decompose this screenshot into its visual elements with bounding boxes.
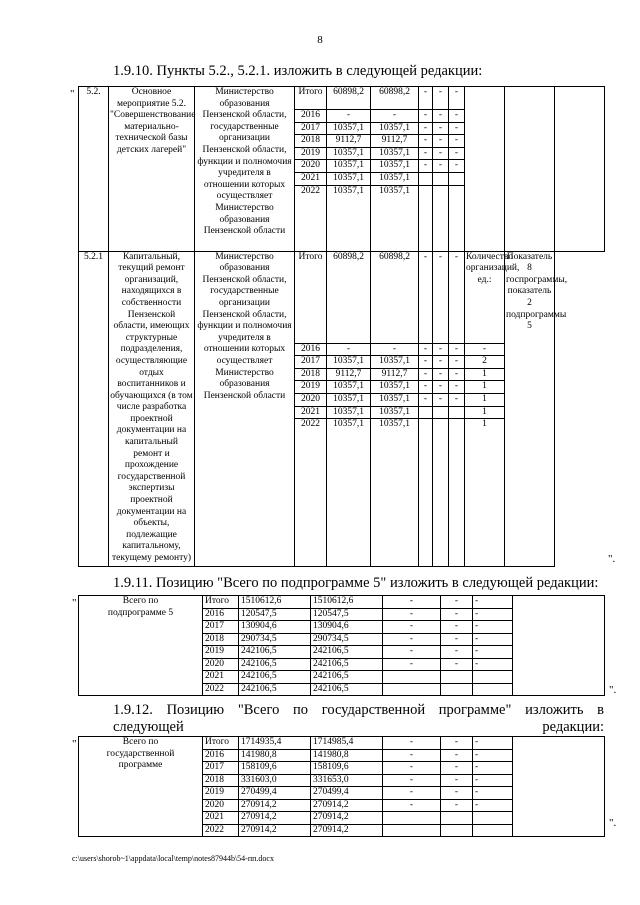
regional-budget-cell: 1714985,4: [311, 737, 383, 750]
total-cell: 10357,1: [327, 160, 371, 173]
other-sources-cell: -: [449, 343, 465, 356]
local-budget-cell: -: [433, 368, 449, 381]
other-sources-cell: -: [449, 160, 465, 173]
executor: Министерство образования Пензенской области, государственные организации Пензенской области, функции и полномочия учредителя в отношении которых осуществляет Министерство образования Пензенской области: [195, 251, 295, 567]
indicator-value-cell: 1: [465, 406, 505, 419]
section-3-heading-line: 1.9.12. Позицию "Всего по государственной программе" изложить в следующей редакции:: [113, 702, 604, 735]
year-cell: 2016: [203, 749, 239, 762]
total-cell: 10357,1: [327, 185, 371, 251]
indicator-name-cell: [465, 87, 505, 252]
total-cell: 120547,5: [239, 608, 311, 621]
federal-budget-cell: [383, 824, 441, 837]
indicator-value-cell: [505, 87, 555, 252]
regional-budget-cell: 60898,2: [371, 87, 419, 110]
federal-budget-cell: -: [419, 251, 433, 343]
total-cell: 270914,2: [239, 824, 311, 837]
federal-budget-cell: -: [383, 633, 441, 646]
regional-budget-cell: 242106,5: [311, 658, 383, 671]
federal-budget-cell: [419, 172, 433, 185]
local-budget-cell: -: [433, 135, 449, 148]
regional-budget-cell: 10357,1: [371, 160, 419, 173]
total-cell: 9112,7: [327, 368, 371, 381]
regional-budget-cell: 10357,1: [371, 381, 419, 394]
year-cell: 2017: [295, 356, 327, 369]
local-budget-cell: -: [433, 147, 449, 160]
federal-budget-cell: -: [383, 762, 441, 775]
total-cell: 130904,6: [239, 621, 311, 634]
year-cell: 2022: [295, 419, 327, 567]
regional-budget-cell: 242106,5: [311, 683, 383, 696]
total-cell: 242106,5: [239, 658, 311, 671]
regional-budget-cell: 10357,1: [371, 185, 419, 251]
year-cell: 2020: [203, 658, 239, 671]
year-cell: 2022: [295, 185, 327, 251]
local-budget-cell: [433, 185, 449, 251]
year-cell: 2017: [295, 122, 327, 135]
section-2-open-quote: ": [72, 597, 77, 609]
local-budget-cell: -: [433, 87, 449, 110]
other-sources-cell: [449, 406, 465, 419]
year-cell: 2016: [295, 343, 327, 356]
total-label: Всего по государственной программе: [79, 737, 203, 837]
year-cell: 2016: [203, 608, 239, 621]
federal-budget-cell: -: [419, 368, 433, 381]
year-cell: 2017: [203, 762, 239, 775]
year-cell: Итого: [203, 596, 239, 609]
federal-budget-cell: -: [419, 147, 433, 160]
other-sources-cell: [473, 812, 513, 825]
federal-budget-cell: -: [419, 87, 433, 110]
other-sources-cell: -: [449, 251, 465, 343]
year-cell: Итого: [295, 251, 327, 343]
federal-budget-cell: [419, 406, 433, 419]
total-cell: 10357,1: [327, 122, 371, 135]
other-sources-cell: -: [473, 762, 513, 775]
local-budget-cell: [433, 419, 449, 567]
indicator-ref-cell: [555, 87, 605, 252]
federal-budget-cell: -: [419, 356, 433, 369]
year-cell: 2021: [295, 172, 327, 185]
local-budget-cell: [433, 406, 449, 419]
local-budget-cell: -: [441, 658, 473, 671]
federal-budget-cell: -: [383, 774, 441, 787]
total-cell: 10357,1: [327, 419, 371, 567]
table-row: [79, 251, 605, 343]
federal-budget-cell: -: [419, 381, 433, 394]
table-row: [79, 596, 605, 609]
regional-budget-cell: 270914,2: [311, 812, 383, 825]
other-sources-cell: -: [449, 147, 465, 160]
local-budget-cell: -: [441, 749, 473, 762]
indicator-value-cell: -: [465, 343, 505, 356]
subprogram-total-table: [78, 595, 605, 696]
regional-budget-cell: 242106,5: [311, 646, 383, 659]
local-budget-cell: [441, 683, 473, 696]
section-1-heading: 1.9.10. Пункты 5.2., 5.2.1. изложить в следующей редакции:: [113, 63, 483, 79]
year-cell: 2021: [203, 812, 239, 825]
other-sources-cell: [473, 683, 513, 696]
indicator-value-cell: 1: [465, 419, 505, 567]
total-cell: 331603,0: [239, 774, 311, 787]
row-number: 5.2.: [79, 87, 109, 252]
year-cell: 2019: [203, 787, 239, 800]
federal-budget-cell: [419, 419, 433, 567]
section-1-open-quote: ": [70, 88, 75, 100]
indicator-value-cell: 1: [465, 368, 505, 381]
other-sources-cell: [449, 172, 465, 185]
federal-budget-cell: -: [419, 122, 433, 135]
year-cell: 2018: [295, 135, 327, 148]
regional-budget-cell: 10357,1: [371, 419, 419, 567]
local-budget-cell: -: [433, 343, 449, 356]
regional-budget-cell: 158109,6: [311, 762, 383, 775]
total-cell: 10357,1: [327, 147, 371, 160]
regional-budget-cell: -: [371, 343, 419, 356]
total-cell: 1714935,4: [239, 737, 311, 750]
regional-budget-cell: 270499,4: [311, 787, 383, 800]
total-cell: 242106,5: [239, 646, 311, 659]
section-3-open-quote: ": [72, 738, 77, 750]
total-label: Всего по подпрограмме 5: [79, 596, 203, 696]
section-3-close-quote: ".: [609, 817, 617, 829]
total-cell: 1510612,6: [239, 596, 311, 609]
regional-budget-cell: 290734,5: [311, 633, 383, 646]
regional-budget-cell: 242106,5: [311, 671, 383, 684]
local-budget-cell: -: [433, 160, 449, 173]
regional-budget-cell: 270914,2: [311, 824, 383, 837]
page-number: 8: [317, 34, 323, 46]
federal-budget-cell: [419, 185, 433, 251]
measure-name: Капитальный, текущий ремонт организаций, находящихся в собственности Пензенской области, имеющих структурные подразделения, осуществляющие отдых воспитанников и обучающихся (в том числе разработка проектной документации на капитальный ремонт и прохождение государственной экспертизы проектной документации на объекты, подлежащие капитальному, текущему ремонту): [109, 251, 195, 567]
empty-cell: [513, 596, 605, 696]
year-cell: 2019: [295, 381, 327, 394]
other-sources-cell: -: [473, 737, 513, 750]
local-budget-cell: -: [433, 251, 449, 343]
year-cell: 2020: [295, 393, 327, 406]
total-cell: 158109,6: [239, 762, 311, 775]
other-sources-cell: -: [473, 596, 513, 609]
section-2-heading: 1.9.11. Позицию "Всего по подпрограмме 5" изложить в следующей редакции:: [113, 575, 599, 591]
total-cell: 10357,1: [327, 393, 371, 406]
year-cell: 2017: [203, 621, 239, 634]
other-sources-cell: -: [473, 658, 513, 671]
total-cell: 290734,5: [239, 633, 311, 646]
regional-budget-cell: 9112,7: [371, 368, 419, 381]
other-sources-cell: -: [449, 393, 465, 406]
federal-budget-cell: -: [419, 160, 433, 173]
year-cell: 2019: [203, 646, 239, 659]
section-2-close-quote: ".: [609, 684, 617, 696]
footer-file-path: c:\users\shorob~1\appdata\local\temp\notes87944b\54-пп.docx: [72, 854, 274, 863]
local-budget-cell: -: [441, 737, 473, 750]
regional-budget-cell: 120547,5: [311, 608, 383, 621]
local-budget-cell: -: [441, 633, 473, 646]
regional-budget-cell: 10357,1: [371, 393, 419, 406]
local-budget-cell: -: [433, 122, 449, 135]
year-cell: 2018: [295, 368, 327, 381]
other-sources-cell: -: [449, 356, 465, 369]
year-cell: Итого: [295, 87, 327, 110]
other-sources-cell: [449, 419, 465, 567]
local-budget-cell: -: [433, 381, 449, 394]
local-budget-cell: -: [441, 596, 473, 609]
local-budget-cell: -: [441, 799, 473, 812]
year-cell: 2018: [203, 633, 239, 646]
local-budget-cell: -: [441, 646, 473, 659]
regional-budget-cell: 10357,1: [371, 406, 419, 419]
total-cell: 60898,2: [327, 251, 371, 343]
other-sources-cell: -: [473, 799, 513, 812]
section-3-heading: [78, 702, 604, 736]
local-budget-cell: [441, 812, 473, 825]
federal-budget-cell: -: [383, 658, 441, 671]
year-cell: 2016: [295, 110, 327, 123]
regional-budget-cell: 9112,7: [371, 135, 419, 148]
regional-budget-cell: 270914,2: [311, 799, 383, 812]
total-cell: 60898,2: [327, 87, 371, 110]
local-budget-cell: [441, 671, 473, 684]
other-sources-cell: [473, 671, 513, 684]
other-sources-cell: -: [473, 749, 513, 762]
federal-budget-cell: -: [383, 799, 441, 812]
federal-budget-cell: -: [383, 621, 441, 634]
local-budget-cell: -: [441, 774, 473, 787]
indicator-reference: Показатель 8 госпрограммы, показатель 2 подпрограммы 5: [505, 251, 555, 567]
other-sources-cell: -: [449, 381, 465, 394]
total-cell: 10357,1: [327, 406, 371, 419]
indicator-value-cell: 1: [465, 393, 505, 406]
indicator-value-cell: 1: [465, 381, 505, 394]
federal-budget-cell: [383, 683, 441, 696]
federal-budget-cell: -: [383, 787, 441, 800]
other-sources-cell: -: [449, 110, 465, 123]
federal-budget-cell: -: [419, 110, 433, 123]
indicator-value-cell: 2: [465, 356, 505, 369]
total-cell: 10357,1: [327, 356, 371, 369]
total-cell: 270499,4: [239, 787, 311, 800]
total-cell: -: [327, 110, 371, 123]
regional-budget-cell: 10357,1: [371, 147, 419, 160]
total-cell: 10357,1: [327, 172, 371, 185]
table-row: [79, 87, 605, 110]
year-cell: 2021: [295, 406, 327, 419]
federal-budget-cell: -: [419, 135, 433, 148]
federal-budget-cell: -: [383, 737, 441, 750]
regional-budget-cell: -: [371, 110, 419, 123]
federal-budget-cell: -: [383, 608, 441, 621]
local-budget-cell: -: [433, 393, 449, 406]
program-total-table: [78, 736, 605, 837]
regional-budget-cell: 1510612,6: [311, 596, 383, 609]
regional-budget-cell: 130904,6: [311, 621, 383, 634]
year-cell: 2020: [295, 160, 327, 173]
federal-budget-cell: -: [383, 749, 441, 762]
year-cell: 2018: [203, 774, 239, 787]
total-cell: 141980,8: [239, 749, 311, 762]
other-sources-cell: -: [473, 621, 513, 634]
other-sources-cell: [449, 185, 465, 251]
section-1-close-quote: ".: [608, 553, 616, 565]
local-budget-cell: -: [441, 762, 473, 775]
other-sources-cell: -: [473, 787, 513, 800]
year-cell: 2021: [203, 671, 239, 684]
empty-cell: [513, 737, 605, 837]
executor: Министерство образования Пензенской области, государственные организации Пензенской области, функции и полномочия учредителя в отношении которых осуществляет Министерство образования Пензенской области: [195, 87, 295, 252]
year-cell: Итого: [203, 737, 239, 750]
year-cell: 2022: [203, 683, 239, 696]
regional-budget-cell: 10357,1: [371, 356, 419, 369]
table-row: [79, 737, 605, 750]
other-sources-cell: -: [449, 368, 465, 381]
total-cell: 270914,2: [239, 812, 311, 825]
other-sources-cell: -: [473, 774, 513, 787]
total-cell: 10357,1: [327, 381, 371, 394]
regional-budget-cell: 60898,2: [371, 251, 419, 343]
federal-budget-cell: -: [383, 646, 441, 659]
other-sources-cell: [473, 824, 513, 837]
year-cell: 2019: [295, 147, 327, 160]
regional-budget-cell: 10357,1: [371, 172, 419, 185]
row-number: 5.2.1: [79, 251, 109, 567]
local-budget-cell: -: [441, 621, 473, 634]
local-budget-cell: -: [433, 110, 449, 123]
local-budget-cell: [433, 172, 449, 185]
other-sources-cell: -: [473, 608, 513, 621]
federal-budget-cell: -: [419, 393, 433, 406]
measure-name: Основное мероприятие 5.2. "Совершенствование материально-технической базы детских лагерей": [109, 87, 195, 252]
federal-budget-cell: -: [383, 596, 441, 609]
regional-budget-cell: 141980,8: [311, 749, 383, 762]
total-cell: 242106,5: [239, 683, 311, 696]
total-cell: 242106,5: [239, 671, 311, 684]
other-sources-cell: -: [449, 87, 465, 110]
regional-budget-cell: 331653,0: [311, 774, 383, 787]
total-cell: -: [327, 343, 371, 356]
program-table: [78, 86, 605, 567]
year-cell: 2020: [203, 799, 239, 812]
federal-budget-cell: -: [419, 343, 433, 356]
other-sources-cell: -: [473, 646, 513, 659]
regional-budget-cell: 10357,1: [371, 122, 419, 135]
other-sources-cell: -: [473, 633, 513, 646]
local-budget-cell: -: [441, 787, 473, 800]
federal-budget-cell: [383, 671, 441, 684]
local-budget-cell: -: [433, 356, 449, 369]
indicator-name: Количество организаций, ед.:: [465, 251, 505, 343]
local-budget-cell: -: [441, 608, 473, 621]
other-sources-cell: -: [449, 122, 465, 135]
total-cell: 9112,7: [327, 135, 371, 148]
other-sources-cell: -: [449, 135, 465, 148]
local-budget-cell: [441, 824, 473, 837]
year-cell: 2022: [203, 824, 239, 837]
total-cell: 270914,2: [239, 799, 311, 812]
federal-budget-cell: [383, 812, 441, 825]
